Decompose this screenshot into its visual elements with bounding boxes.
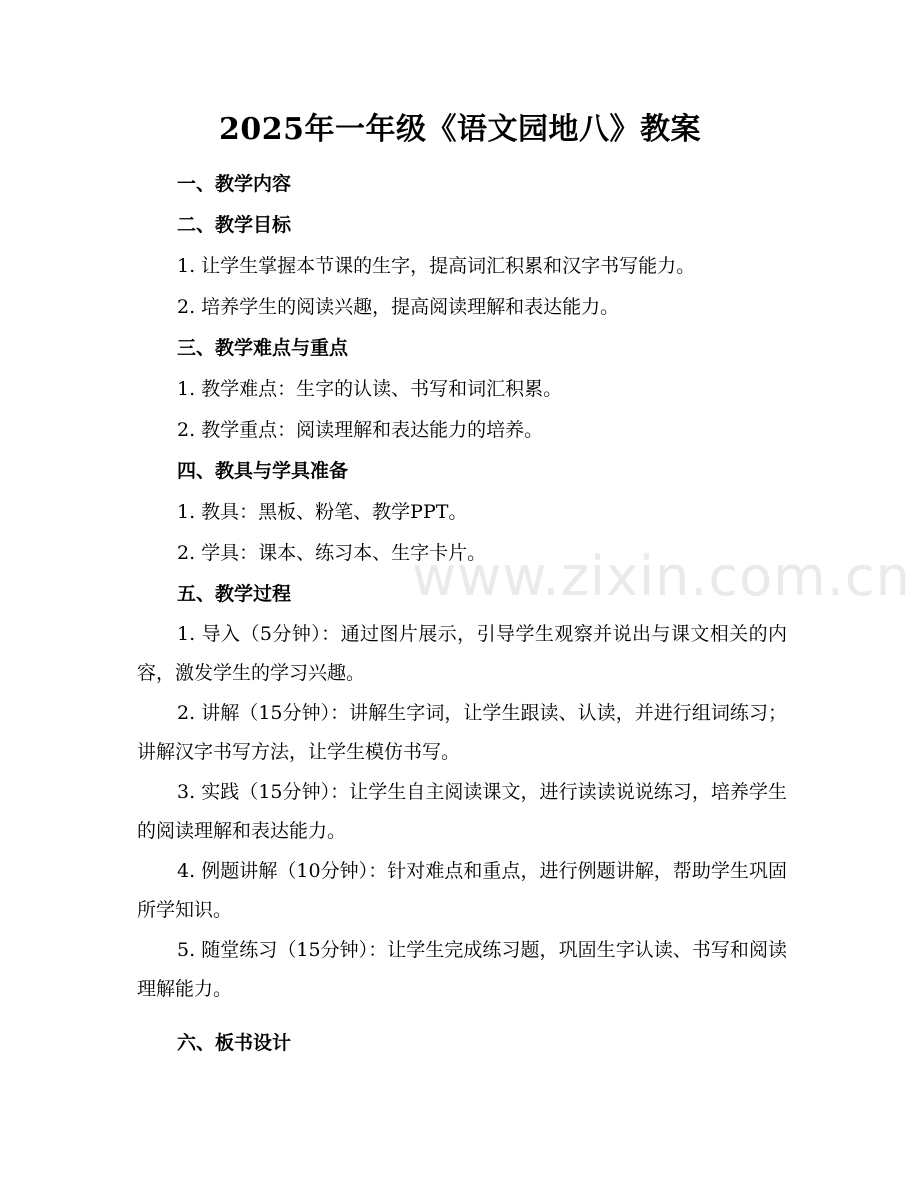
key-point-item-2: 2. 教学重点：阅读理解和表达能力的培养。 (177, 419, 544, 441)
process-item-4: 4. 例题讲解（10分钟）：针对难点和重点，进行例题讲解，帮助学生巩固所学知识。 (137, 860, 787, 921)
section-heading-process: 五、教学过程 (177, 583, 292, 605)
section-heading-objectives: 二、教学目标 (177, 214, 292, 236)
section-heading-key-points: 三、教学难点与重点 (177, 337, 349, 359)
document-body (137, 170, 787, 1070)
section-heading-materials: 四、教具与学具准备 (177, 460, 349, 482)
process-item-5: 5. 随堂练习（15分钟）：让学生完成练习题，巩固生字认读、书写和阅读理解能力。 (137, 939, 787, 1000)
key-point-item-1: 1. 教学难点：生字的认读、书写和词汇积累。 (177, 378, 563, 400)
document-title: 2025年一年级《语文园地八》教案 (219, 112, 701, 147)
process-item-2: 2. 讲解（15分钟）：讲解生字词，让学生跟读、认读，并进行组词练习；讲解汉字书写方法，让学生模仿书写。 (137, 702, 787, 763)
watermark: www.zixin.com.cn (412, 545, 911, 608)
process-item-1: 1. 导入（5分钟）：通过图片展示，引导学生观察并说出与课文相关的内容，激发学生的学习兴趣。 (137, 623, 787, 684)
material-item-1: 1. 教具：黑板、粉笔、教学PPT。 (177, 501, 468, 523)
objective-item-1: 1. 让学生掌握本节课的生字，提高词汇积累和汉字书写能力。 (177, 255, 696, 277)
section-heading-board-design: 六、板书设计 (177, 1032, 292, 1054)
material-item-2: 2. 学具：课本、练习本、生字卡片。 (177, 542, 487, 564)
process-item-3: 3. 实践（15分钟）：让学生自主阅读课文，进行读读说说练习，培养学生的阅读理解和表达能力。 (137, 781, 787, 842)
objective-item-2: 2. 培养学生的阅读兴趣，提高阅读理解和表达能力。 (177, 296, 620, 318)
section-heading-content: 一、教学内容 (177, 173, 292, 195)
